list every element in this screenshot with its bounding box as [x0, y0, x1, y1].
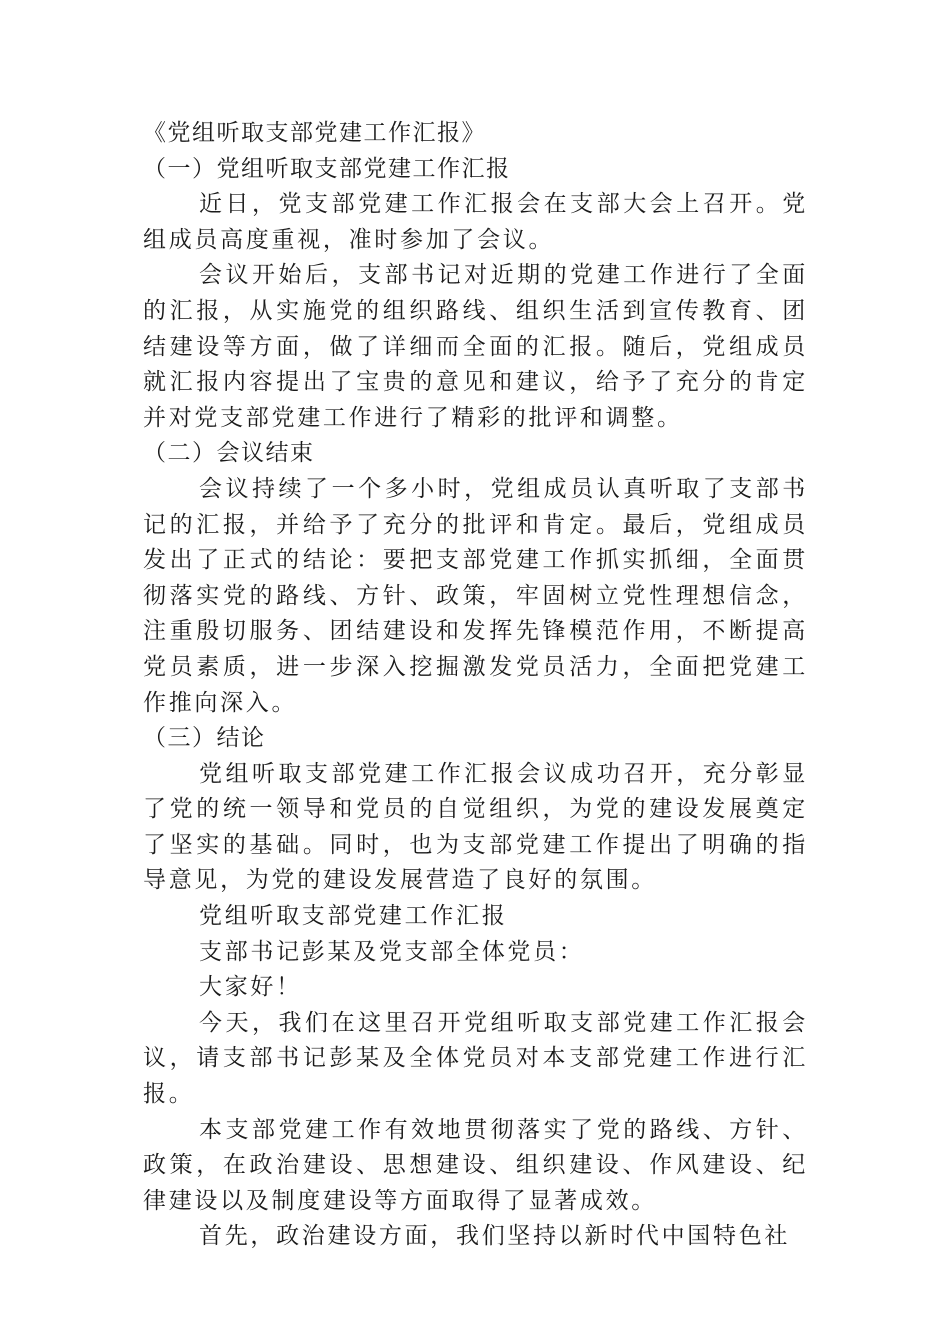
- section-heading-1: （一）党组听取支部党建工作汇报: [143, 155, 511, 182]
- paragraph-3: 会议持续了一个多小时，党组成员认真听取了支部书记的汇报，并给予了充分的批评和肯定。最后，党组成员发出了正式的结论：要把支部党建工作抓实抓细，全面贯彻落实党的路线、方针、政策，牢固树立党性理想信念，注重殷切服务、团结建设和发挥先锋模范作用，不断提高党员素质，进一步深入挖掘激发党员活力，全面把党建工作推向深入。: [143, 475, 808, 716]
- document-title: 《党组听取支部党建工作汇报》: [143, 120, 486, 146]
- paragraph-5: 今天，我们在这里召开党组听取支部党建工作汇报会议，请支部书记彭某及全体党员对本支部党建工作进行汇报。: [143, 1009, 808, 1108]
- paragraph-1: 近日，党支部党建工作汇报会在支部大会上召开。党组成员高度重视，准时参加了会议。: [143, 191, 808, 253]
- paragraph-2: 会议开始后，支部书记对近期的党建工作进行了全面的汇报，从实施党的组织路线、组织生活到宣传教育、团结建设等方面，做了详细而全面的汇报。随后，党组成员就汇报内容提出了宝贵的意见和建议，给予了充分的肯定并对党支部党建工作进行了精彩的批评和调整。: [143, 262, 808, 431]
- salutation: 支部书记彭某及党支部全体党员：: [199, 938, 585, 965]
- section-heading-3: （三）结论: [143, 725, 266, 752]
- speech-title: 党组听取支部党建工作汇报: [199, 903, 508, 930]
- paragraph-4: 党组听取支部党建工作汇报会议成功召开，充分彰显了党的统一领导和党员的自觉组织，为党的建设发展奠定了坚实的基础。同时，也为支部党建工作提出了明确的指导意见，为党的建设发展营造了良好的氛围。: [143, 760, 808, 894]
- document-body: [143, 116, 808, 1255]
- paragraph-7: 首先，政治建设方面，我们坚持以新时代中国特色社: [199, 1223, 791, 1250]
- paragraph-6: 本支部党建工作有效地贯彻落实了党的路线、方针、政策，在政治建设、思想建设、组织建设、作风建设、纪律建设以及制度建设等方面取得了显著成效。: [143, 1116, 808, 1214]
- greeting: 大家好！: [199, 974, 302, 1001]
- section-heading-2: （二）会议结束: [143, 440, 315, 467]
